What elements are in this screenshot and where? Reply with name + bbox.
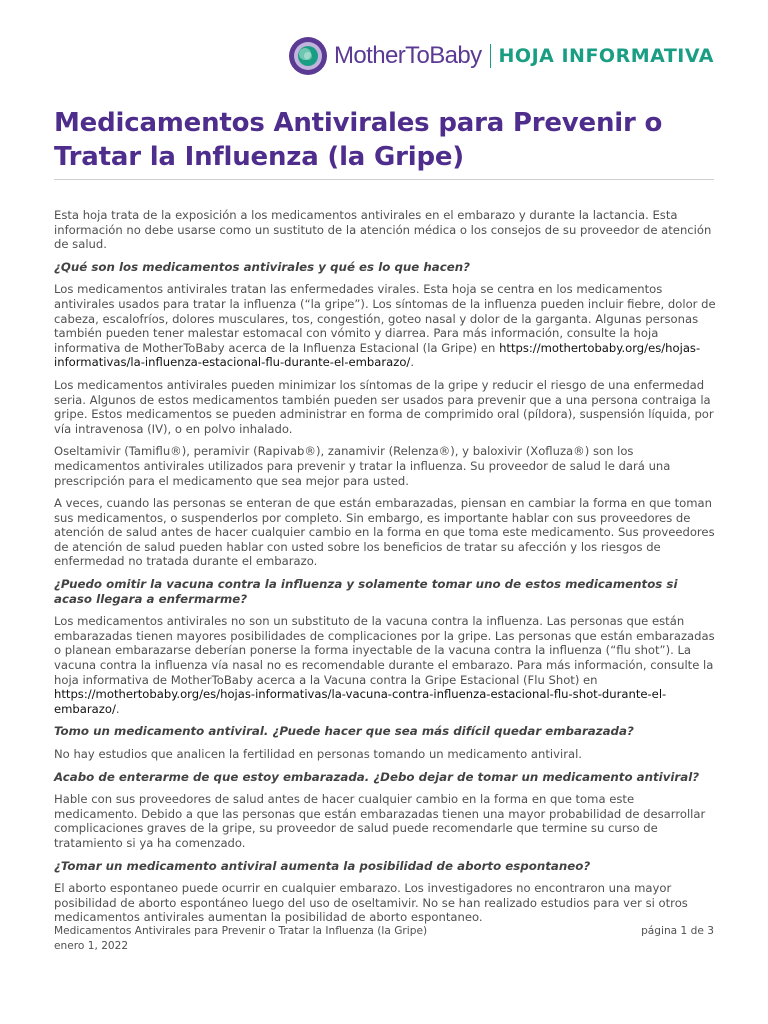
brand-name: MotherToBaby	[333, 42, 482, 69]
footer-date: enero 1, 2022	[54, 940, 129, 952]
period: .	[410, 355, 415, 370]
section-heading-miscarriage: ¿Tomar un medicamento antiviral aumenta la posibilidad de aborto espontaneo?	[54, 858, 591, 873]
mothertobaby-logo-icon	[288, 36, 328, 76]
flu-factsheet-link[interactable]: https://mothertobaby.org/es/hojas-informativas/la-influenza-estacional-flu-durante-el-embarazo/	[54, 340, 701, 370]
paragraph-text: Los medicamentos antivirales tratan las enfermedades virales. Esta hoja se centra en los medicamentos antivirales usados para tratar la influenza (“la gripe”). Los síntomas de la influenza pueden incluir fiebre, dolor de cabeza, escalofríos, dolores musculares, tos, congestión, goteo nasal y dolor de la garganta. Algunas personas también pueden tener malestar estomacal con vómito y diarrea. Para más información, consulte la hoja informativa de MotherToBaby acerca de la Influenza Estacional (la Gripe) en	[54, 282, 716, 355]
paragraph: Oseltamivir (Tamiflu®), peramivir (Rapivab®), zanamivir (Relenza®), y baloxivir (Xofluza®) son los medicamentos antivirales utilizados para prevenir y tratar la influenza. Su proveedor de salud le dará una prescripción para el medicamento que sea mejor para usted.	[54, 444, 671, 488]
footer-doc-title: Medicamentos Antivirales para Prevenir o Tratar la Influenza (la Gripe)	[54, 925, 428, 937]
section-heading-just-pregnant: Acabo de enterarme de que estoy embarazada. ¿Debo dejar de tomar un medicamento antiviral?	[54, 769, 700, 784]
doc-type-label: HOJA INFORMATIVA	[498, 45, 714, 67]
paragraph: El aborto espontaneo puede ocurrir en cualquier embarazo. Los investigadores no encontraron una mayor posibilidad de aborto espontáneo luego del uso de oseltamivir. No se han realizado estudios para ver si otros medicamentos antivirales aumentan la posibilidad de aborto espontaneo.	[54, 881, 688, 925]
section-heading-what-are-antivirals: ¿Qué son los medicamentos antivirales y qué es lo que hacen?	[54, 259, 470, 274]
header-divider	[490, 44, 491, 68]
page-title: Medicamentos Antivirales para Prevenir o Tratar la Influenza (la Gripe)	[54, 108, 663, 172]
period: .	[115, 701, 120, 716]
section-heading-fertility: Tomo un medicamento antiviral. ¿Puede hacer que sea más difícil quedar embarazada?	[54, 724, 634, 739]
intro-paragraph: Esta hoja trata de la exposición a los medicamentos antivirales en el embarazo y durante la lactancia. Esta información no debe usarse como un sustituto de la atención médica o los consejos de su proveedor de atención de salud.	[54, 208, 712, 252]
flu-shot-factsheet-link[interactable]: https://mothertobaby.org/es/hojas-informativas/la-vacuna-contra-influenza-estacional-flu-shot-durante-el-embarazo/	[54, 687, 667, 716]
title-rule	[54, 179, 714, 180]
paragraph	[54, 614, 716, 716]
footer	[54, 924, 714, 954]
section-heading-skip-vaccine: ¿Puedo omitir la vacuna contra la influenza y solamente tomar uno de estos medicamentos si acaso llegara a enfermarme?	[54, 577, 678, 606]
paragraph: No hay estudios que analicen la fertilidad en personas tomando un medicamento antiviral.	[54, 747, 582, 761]
header	[288, 36, 714, 76]
paragraph-text: Los medicamentos antivirales no son un substituto de la vacuna contra la influenza. Las personas que están embarazadas tienen mayores posibilidades de complicaciones por la gripe. Las personas que están embarazadas o planean embarazarse deberían ponerse la forma inyectable de la vacuna contra la influenza (“flu shot”). La vacuna contra la influenza vía nasal no es recomendable durante el embarazo. Para más información, consulte la hoja informativa de MotherToBaby acerca a la Vacuna contra la Gripe Estacional (Flu Shot) en	[54, 614, 715, 687]
page-number: página 1 de 3	[641, 925, 714, 937]
paragraph: Hable con sus proveedores de salud antes de hacer cualquier cambio en la forma en que toma este medicamento. Debido a que las personas que están embarazadas tienen una mayor probabilidad de desarrollar complicaciones graves de la gripe, su proveedor de salud puede recomendarle que termine su curso de tratamiento si ya ha comenzado.	[54, 792, 706, 850]
main-content	[54, 208, 716, 933]
paragraph	[54, 282, 716, 370]
paragraph: A veces, cuando las personas se enteran de que están embarazadas, piensan en cambiar la forma en que toman sus medicamentos, o suspenderlos por completo. Sin embargo, es importante hablar con sus proveedores de atención de salud antes de hacer cualquier cambio en la forma en que toma este medicamento. Sus proveedores de atención de salud pueden hablar con usted sobre los beneficios de tratar su afección y los riesgos de enfermedad no tratada durante el embarazo.	[54, 496, 715, 569]
paragraph: Los medicamentos antivirales pueden minimizar los síntomas de la gripe y reducir el riesgo de una enfermedad seria. Algunos de estos medicamentos también pueden ser usados para prevenir que a una persona contraiga la gripe. Estos medicamentos se pueden administrar en forma de comprimido oral (píldora), suspensión líquida, por vía intravenosa (IV), o en polvo inhalado.	[54, 377, 714, 436]
